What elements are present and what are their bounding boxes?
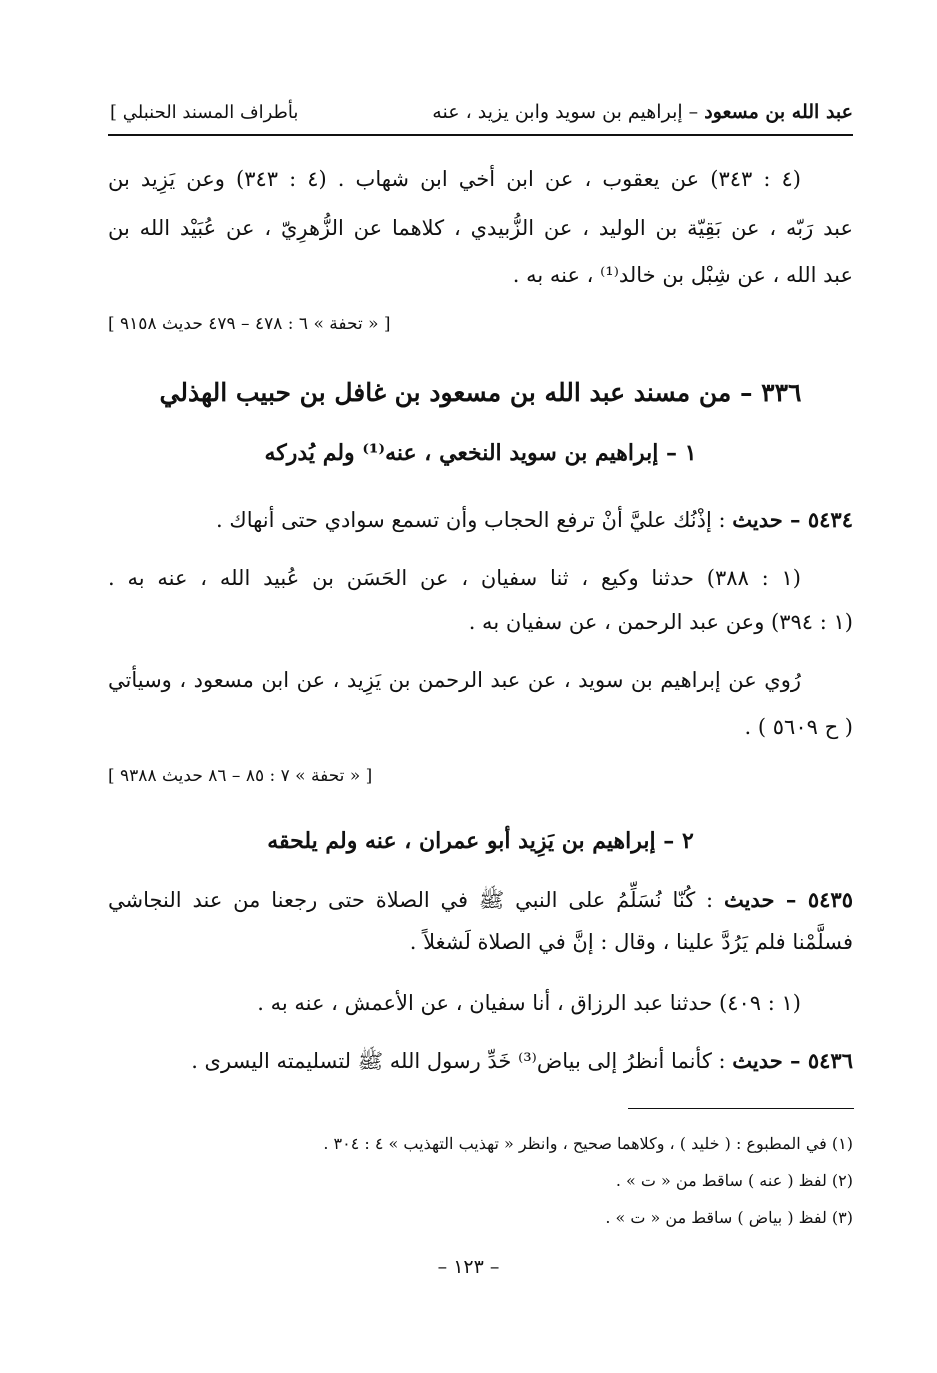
hadith-5436-number: ٥٤٣٦ – حديث bbox=[732, 1048, 853, 1073]
subheading-1: ١ – إبراهيم بن سويد النخعي ، عنه⁽¹⁾ ولم يُدركه bbox=[264, 440, 697, 466]
hadith-5434-text: : إذْنُك عليَّ أنْ ترفع الحجاب وأن تسمع سوادي حتى أنهاك . bbox=[216, 508, 726, 532]
section-heading-336: ٣٣٦ – من مسند عبد الله بن مسعود بن غافل بن حبيب الهذلي bbox=[159, 378, 802, 407]
sanad-5435: (١ : ٤٠٩) حدثنا عبد الرزاق ، أنا سفيان ، عن الأعمش ، عنه به . bbox=[257, 991, 801, 1015]
hadith-5435-line1 bbox=[108, 886, 853, 914]
reference-tuhfa-1: [ « تحفة » ٦ : ٤٧٨ – ٤٧٩ حديث ٩١٥٨ ] bbox=[108, 314, 391, 334]
reference-tuhfa-2: [ « تحفة » ٧ : ٨٥ – ٨٦ حديث ٩٣٨٨ ] bbox=[108, 766, 373, 786]
header-section-title bbox=[432, 101, 853, 123]
footnote-2: (٢) لفظ ( عنه ) ساقط من « ت » . bbox=[615, 1171, 853, 1190]
para1-line1: (٤ : ٣٤٣) عن يعقوب ، عن ابن أخي ابن شهاب . (٤ : ٣٤٣) وعن يَزِيد بن bbox=[108, 167, 801, 191]
hadith-5435-line2: فسلَّمْنا فلم يَرُدَّ علينا ، وقال : إنَّ في الصلاة لَشغلاً . bbox=[409, 930, 853, 954]
header-book-title: بأطراف المسند الحنبلي ] bbox=[110, 101, 299, 123]
page-number: – ١٢٣ – bbox=[437, 1256, 500, 1278]
hadith-5435-number: ٥٤٣٥ – حديث bbox=[723, 887, 853, 912]
hadith-5436-text: : كأنما أنظرُ إلى بياض⁽³⁾ خَدِّ رسول الله ﷺ لتسليمته اليسرى . bbox=[191, 1049, 726, 1073]
note-line2: ( ح ٥٦٠٩ ) . bbox=[744, 715, 853, 739]
note-line1: رُوي عن إبراهيم بن سويد ، عن عبد الرحمن بن يَزِيد ، عن ابن مسعود ، وسيأتي bbox=[108, 668, 801, 692]
sanad-5434-line1: (١ : ٣٨٨) حدثنا وكيع ، ثنا سفيان ، عن الحَسَن بن عُبيد الله ، عنه به . bbox=[108, 566, 801, 590]
running-header bbox=[110, 92, 853, 132]
hadith-5435-text: : كُنّا نُسَلِّمُ على النبي ﷺ في الصلاة حتى رجعنا من عند النجاشي bbox=[108, 888, 714, 912]
footnote-3: (٣) لفظ ( بياض ) ساقط من « ت » . bbox=[605, 1208, 853, 1227]
hadith-5434 bbox=[108, 506, 853, 534]
footnote-rule bbox=[628, 1108, 854, 1109]
hadith-5434-number: ٥٤٣٤ – حديث bbox=[732, 507, 853, 532]
para1-line2: عبد رَبّه ، عن بَقِيّة بن الوليد ، عن الزُّبيدي ، كلاهما عن الزُّهرِيّ ، عن عُبَيْد الله بن bbox=[108, 216, 853, 240]
header-rule bbox=[108, 134, 853, 136]
sanad-5434-line2: (١ : ٣٩٤) وعن عبد الرحمن ، عن سفيان به . bbox=[468, 610, 853, 634]
para1-line3: عبد الله ، عن شِبْل بن خالد⁽¹⁾ ، عنه به . bbox=[512, 263, 853, 287]
hadith-5436 bbox=[108, 1047, 853, 1075]
footnote-1: (١) في المطبوع : ( خليد ) ، وكلاهما صحيح ، وانظر « تهذيب التهذيب » ٤ : ٣٠٤ . bbox=[323, 1134, 853, 1153]
header-rest-title: – إبراهيم بن سويد وابن يزيد ، عنه bbox=[432, 101, 699, 123]
header-bold-title: عبد الله بن مسعود bbox=[704, 101, 853, 123]
subheading-2: ٢ – إبراهيم بن يَزِيد أبو عمران ، عنه ولم يلحقه bbox=[267, 828, 694, 854]
